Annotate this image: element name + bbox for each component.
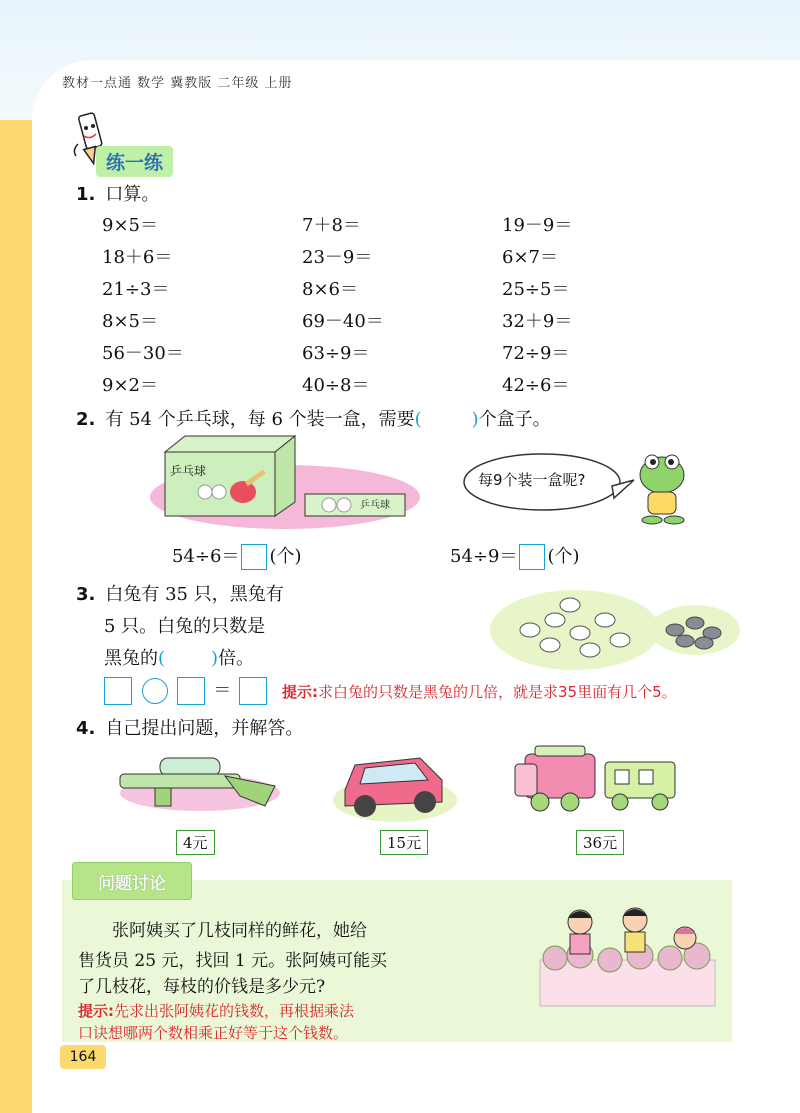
answer-paren-close: ) bbox=[471, 409, 479, 430]
math-item: 6×7＝ bbox=[502, 247, 558, 268]
math-row bbox=[102, 208, 702, 240]
discussion-hint-line-1 bbox=[78, 1000, 354, 1021]
unit-text: (个) bbox=[269, 546, 302, 567]
question-text: 倍。 bbox=[218, 648, 255, 669]
math-row bbox=[102, 368, 702, 400]
math-row bbox=[102, 240, 702, 272]
question-number: 4. bbox=[76, 718, 96, 739]
question-text: 自己提出问题，并解答。 bbox=[105, 718, 304, 739]
answer-box[interactable] bbox=[239, 677, 267, 705]
math-item: 21÷3＝ bbox=[102, 279, 170, 300]
section-title: 练一练 bbox=[96, 146, 173, 177]
math-item: 9×2＝ bbox=[102, 375, 158, 396]
math-item: 8×6＝ bbox=[302, 279, 358, 300]
math-item: 18＋6＝ bbox=[102, 247, 173, 268]
equation-template bbox=[102, 676, 269, 705]
math-item: 9×5＝ bbox=[102, 215, 158, 236]
running-header: 教材一点通 数学 冀教版 二年级 上册 bbox=[62, 76, 293, 91]
equation-text: 54÷6＝ bbox=[172, 546, 240, 567]
left-margin-strip bbox=[0, 120, 32, 1113]
question-text: 黑兔的 bbox=[104, 648, 158, 669]
page-number: 164 bbox=[60, 1045, 106, 1069]
answer-box[interactable] bbox=[519, 544, 545, 570]
question-1 bbox=[76, 180, 159, 206]
price-tag: 4元 bbox=[176, 830, 215, 855]
toy-car-illustration bbox=[330, 740, 460, 825]
question-text: 个盒子。 bbox=[478, 409, 551, 430]
math-row bbox=[102, 272, 702, 304]
ping-pong-boxes-illustration bbox=[145, 432, 425, 532]
math-item: 63÷9＝ bbox=[302, 343, 370, 364]
math-item: 8×5＝ bbox=[102, 311, 158, 332]
question-number: 2. bbox=[76, 409, 96, 430]
question-3-line-2: 5 只。白兔的只数是 bbox=[104, 616, 266, 637]
question-2 bbox=[76, 405, 551, 431]
water-gun-illustration bbox=[115, 748, 285, 818]
math-item: 19－9＝ bbox=[502, 215, 573, 236]
box-label-big: 乒乓球 bbox=[170, 464, 207, 478]
toy-train-illustration bbox=[505, 742, 690, 817]
answer-box[interactable] bbox=[104, 677, 132, 705]
question-number: 3. bbox=[76, 584, 96, 605]
math-item: 7＋8＝ bbox=[302, 215, 361, 236]
math-item: 56－30＝ bbox=[102, 343, 184, 364]
equals-sign: ＝ bbox=[213, 680, 232, 701]
price-tag: 15元 bbox=[380, 830, 428, 855]
discussion-line-2: 售货员 25 元，找回 1 元。张阿姨可能买 bbox=[78, 951, 388, 971]
question-text: 有 54 个乒乓球，每 6 个装一盒，需要 bbox=[105, 409, 415, 430]
discussion-title: 问题讨论 bbox=[72, 862, 192, 900]
math-item: 32＋9＝ bbox=[502, 311, 573, 332]
answer-paren-open: ( bbox=[414, 409, 422, 430]
hint-label: 提示: bbox=[282, 683, 318, 701]
rabbits-illustration bbox=[490, 575, 740, 675]
math-item: 40÷8＝ bbox=[302, 375, 370, 396]
math-item: 69－40＝ bbox=[302, 311, 384, 332]
mental-math-grid bbox=[102, 208, 702, 400]
math-item: 25÷5＝ bbox=[502, 279, 570, 300]
math-item: 42÷6＝ bbox=[502, 375, 570, 396]
question-text: 白兔有 35 只，黑兔有 bbox=[105, 584, 284, 605]
box-label-small: 乒乓球 bbox=[360, 500, 390, 511]
math-row bbox=[102, 304, 702, 336]
hint-text: 求白兔的只数是黑兔的几倍，就是求35里面有几个5。 bbox=[318, 683, 677, 701]
math-item: 72÷9＝ bbox=[502, 343, 570, 364]
question-3-line-1 bbox=[76, 580, 284, 606]
answer-box[interactable] bbox=[177, 677, 205, 705]
question-4 bbox=[76, 714, 303, 740]
equation-2 bbox=[450, 542, 580, 570]
question-3-line-3: 黑兔的( )倍。 bbox=[104, 648, 255, 669]
frog-speech-text: 每9个装一盒呢? bbox=[478, 471, 586, 489]
math-row bbox=[102, 336, 702, 368]
discussion-hint-line-2: 口诀想哪两个数相乘正好等于这个钱数。 bbox=[78, 1024, 349, 1042]
math-item: 23－9＝ bbox=[302, 247, 373, 268]
hint-label: 提示: bbox=[78, 1002, 114, 1020]
discussion-line-1: 张阿姨买了几枝同样的鲜花，她给 bbox=[112, 921, 367, 941]
hint-text: 先求出张阿姨花的钱数，再根据乘法 bbox=[114, 1002, 355, 1020]
q3-hint bbox=[282, 681, 677, 702]
price-tag: 36元 bbox=[576, 830, 624, 855]
question-number: 1. bbox=[76, 184, 96, 205]
question-text: 口算。 bbox=[105, 184, 160, 205]
discussion-line-3: 了几枝花，每枝的价钱是多少元? bbox=[78, 977, 326, 997]
unit-text: (个) bbox=[547, 546, 580, 567]
equation-1 bbox=[172, 542, 302, 570]
operator-circle[interactable] bbox=[142, 678, 168, 704]
flower-shop-illustration bbox=[535, 900, 720, 1010]
equation-text: 54÷9＝ bbox=[450, 546, 518, 567]
answer-box[interactable] bbox=[241, 544, 267, 570]
